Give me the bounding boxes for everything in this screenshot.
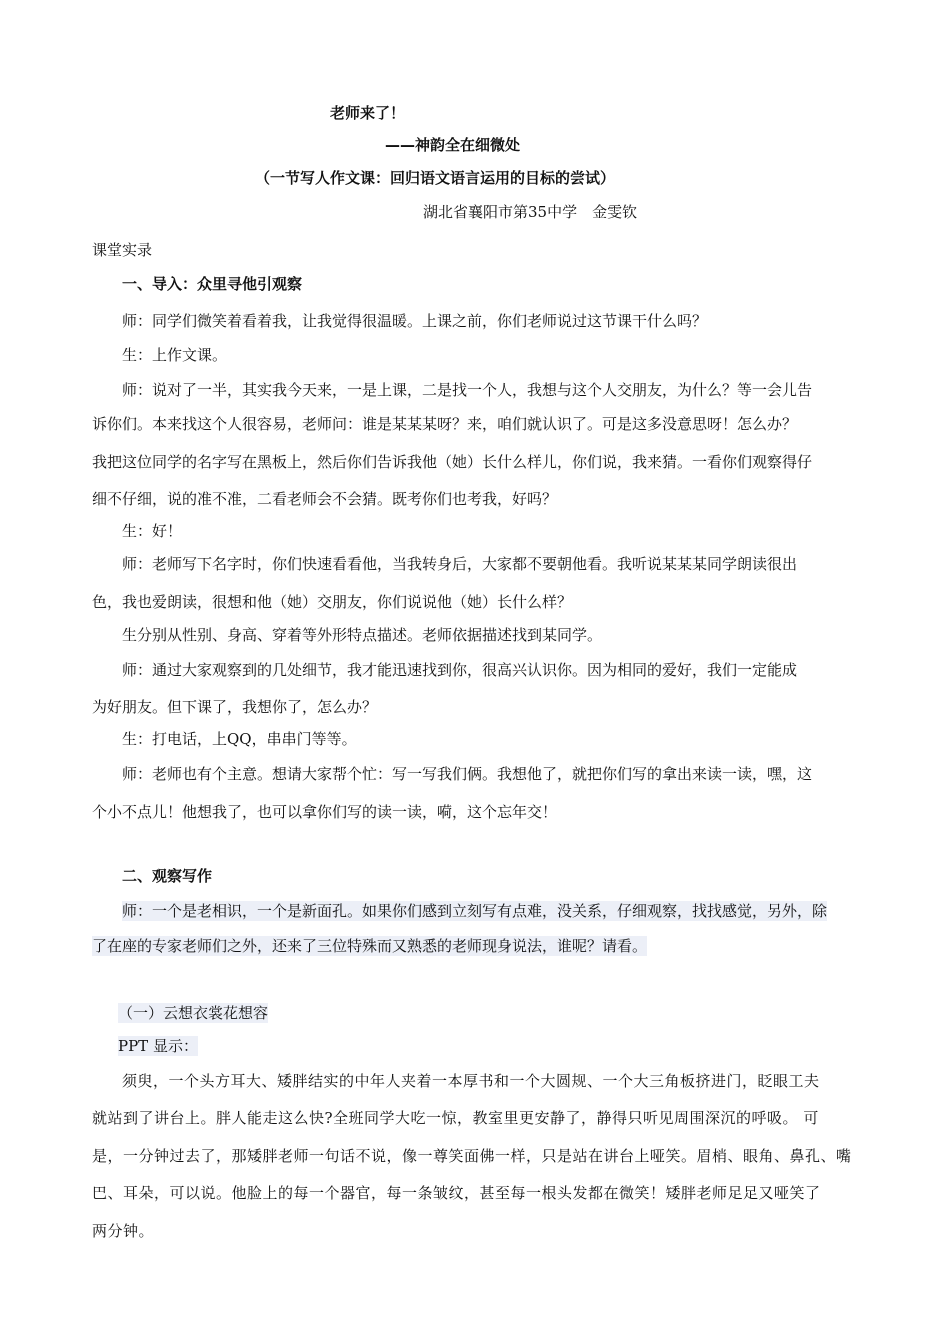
part3-heading: （一）云想衣裳花想容 [118,1004,269,1022]
author-line: 湖北省襄阳市第35中学 金雯钦 [423,203,638,221]
document-subtitle: ——神韵全在细微处 [385,136,521,154]
paragraph-line: 师：同学们微笑着看着我，让我觉得很温暖。上课之前，你们老师说过这节课干什么吗？ [122,312,708,330]
paragraph-line: 师：说对了一半，其实我今天来，一是上课，二是找一个人，我想与这个人交朋友，为什么？等一会儿告 [122,381,813,399]
paragraph-line: 两分钟。 [92,1222,155,1240]
paragraph-line: 师：老师也有个主意。想请大家帮个忙：写一写我们俩。我想他了，就把你们写的拿出来读一读，嘿，这 [122,765,813,783]
document-note: （一节写人作文课：回归语文语言运用的目标的尝试） [255,169,616,187]
part2-heading: 二、观察写作 [122,867,213,885]
paragraph-line: 我把这位同学的名字写在黑板上，然后你们告诉我他（她）长什么样儿，你们说，我来猜。一看你们观察得仔 [92,453,813,471]
paragraph-line: 生：打电话，上QQ，串串门等等。 [122,730,357,748]
paragraph-line: 个小不点儿！他想我了，也可以拿你们写的读一读，嗬，这个忘年交！ [92,803,558,821]
part1-heading: 一、导入：众里寻他引观察 [122,275,303,293]
paragraph-line-highlighted: 了在座的专家老师们之外，还来了三位特殊而又熟悉的老师现身说法，谁呢？请看。 [92,937,648,955]
paragraph-line: 色，我也爱朗读，很想和他（她）交朋友，你们说说他（她）长什么样？ [92,593,573,611]
document-title: 老师来了！ [330,104,406,122]
paragraph-line: 生：好！ [122,522,183,540]
paragraph-line: 为好朋友。但下课了，我想你了，怎么办？ [92,698,378,716]
paragraph-line: 就站到了讲台上。胖人能走这么快?全班同学大吃一惊，教室里更安静了，静得只听见周围深沉的呼吸。 可 [92,1109,819,1127]
paragraph-line: 师：通过大家观察到的几处细节，我才能迅速找到你，很高兴认识你。因为相同的爱好，我们一定能成 [122,661,798,679]
paragraph-line: 是，一分钟过去了，那矮胖老师一句话不说，像一尊笑面佛一样，只是站在讲台上哑笑。眉梢、眼角、鼻孔、嘴 [92,1147,852,1165]
paragraph-line: 师：老师写下名字时，你们快速看看他，当我转身后，大家都不要朝他看。我听说某某某同学朗读很出 [122,555,798,573]
paragraph-line: 生：上作文课。 [122,346,228,364]
paragraph-line: 生分别从性别、身高、穿着等外形特点描述。老师依据描述找到某同学。 [122,626,603,644]
paragraph-line-highlighted: 师：一个是老相识，一个是新面孔。如果你们感到立刻写有点难，没关系，仔细观察，找找感觉，另外，除 [122,902,828,920]
section-label: 课堂实录 [92,241,153,259]
paragraph-line: 须臾，一个头方耳大、矮胖结实的中年人夹着一本厚书和一个大圆规、一个大三角板挤进门，眨眼工夫 [122,1072,820,1090]
paragraph-line: 巴、耳朵，可以说。他脸上的每一个器官，每一条皱纹，甚至每一根头发都在微笑！矮胖老师足足又哑笑了 [92,1184,821,1202]
paragraph-line: 细不仔细，说的准不准，二看老师会不会猜。既考你们也考我，好吗？ [92,490,558,508]
ppt-label: PPT 显示： [118,1037,198,1055]
paragraph-line: 诉你们。本来找这个人很容易，老师问：谁是某某某呀？来，咱们就认识了。可是这多没意思呀！怎么办？ [92,415,798,433]
